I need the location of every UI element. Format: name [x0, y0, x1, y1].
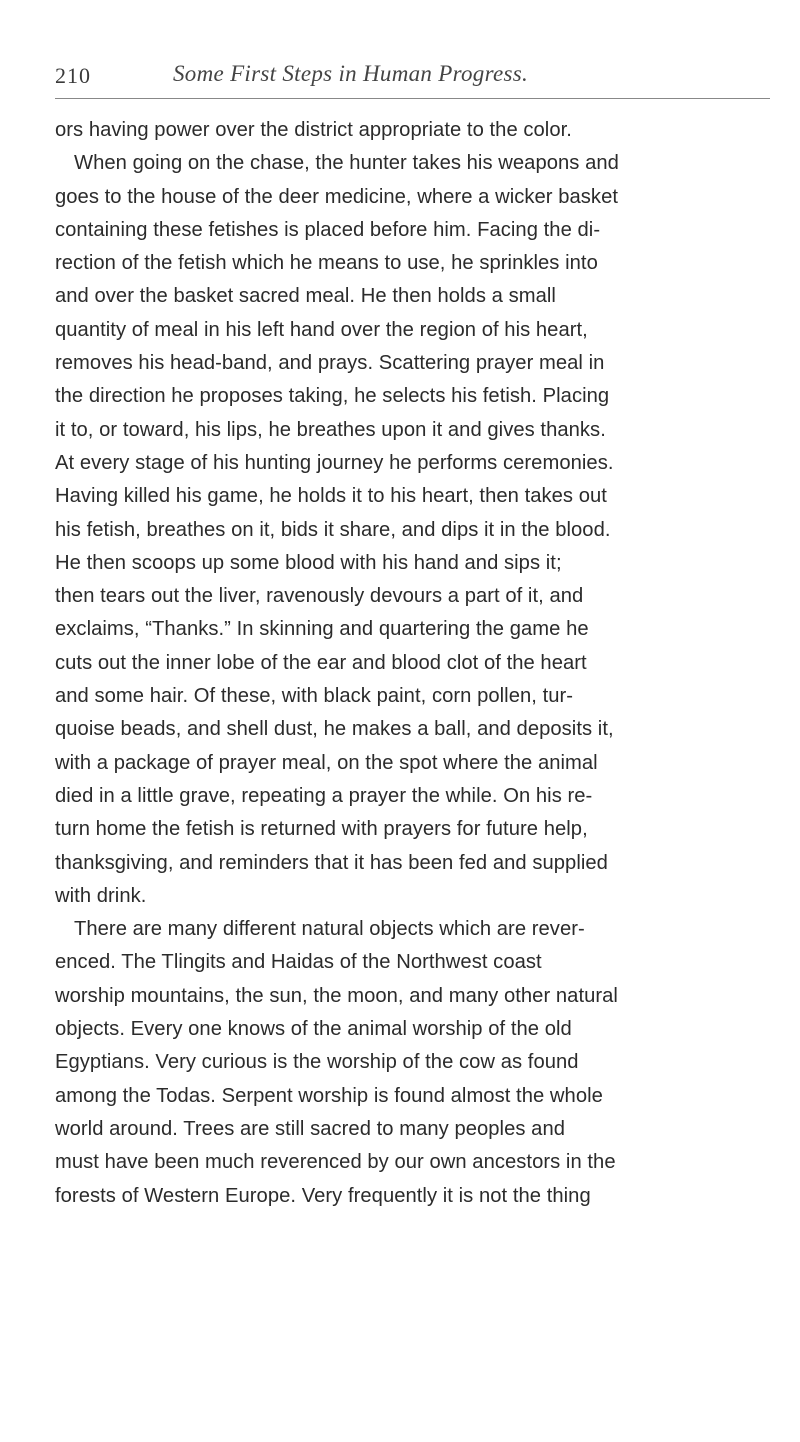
- text-line: ors having power over the district appropriate to the color.: [55, 119, 572, 141]
- text-line: objects. Every one knows of the animal worship of the old: [55, 1018, 572, 1041]
- text-line: thanksgiving, and reminders that it has been fed and supplied: [55, 851, 608, 874]
- text-line: removes his head-band, and prays. Scattering prayer meal in: [55, 352, 605, 375]
- text-line: containing these fetishes is placed before him. Facing the di-: [55, 218, 601, 241]
- text-line: cuts out the inner lobe of the ear and blood clot of the heart: [55, 651, 587, 674]
- text-line: it to, or toward, his lips, he breathes upon it and gives thanks.: [55, 418, 606, 441]
- text-line: and over the basket sacred meal. He then holds a small: [55, 285, 556, 308]
- text-line: then tears out the liver, ravenously devours a part of it, and: [55, 585, 584, 608]
- text-line: with drink.: [55, 884, 147, 907]
- text-line: goes to the house of the deer medicine, where a wicker basket: [55, 185, 619, 208]
- text-line: worship mountains, the sun, the moon, and many other natural: [55, 984, 618, 1007]
- text-line: enced. The Tlingits and Haidas of the Northwest coast: [55, 951, 542, 974]
- text-line: the direction he proposes taking, he selects his fetish. Placing: [55, 385, 610, 408]
- text-line: turn home the fetish is returned with prayers for future help,: [55, 818, 588, 841]
- text-line: He then scoops up some blood with his hand and sips it;: [55, 551, 562, 574]
- text-line: quantity of meal in his left hand over the region of his heart,: [55, 318, 588, 341]
- text-line: At every stage of his hunting journey he performs ceremonies.: [55, 451, 614, 474]
- header-rule: [55, 98, 770, 99]
- text-line: There are many different natural objects which are rever-: [74, 918, 585, 941]
- text-line: exclaims, “Thanks.” In skinning and quartering the game he: [55, 618, 589, 641]
- text-line: died in a little grave, repeating a prayer the while. On his re-: [55, 784, 593, 807]
- text-line: with a package of prayer meal, on the spot where the animal: [55, 751, 598, 774]
- text-line: Egyptians. Very curious is the worship of the cow as found: [55, 1051, 579, 1074]
- text-line: his fetish, breathes on it, bids it share, and dips it in the blood.: [55, 518, 611, 541]
- running-head: [55, 55, 775, 95]
- text-line: When going on the chase, the hunter takes his weapons and: [74, 152, 619, 175]
- text-line: among the Todas. Serpent worship is found almost the whole: [55, 1084, 603, 1107]
- text-line: Having killed his game, he holds it to his heart, then takes out: [55, 485, 607, 508]
- text-line: forests of Western Europe. Very frequently it is not the thing: [55, 1184, 591, 1207]
- body-text: [55, 114, 777, 1213]
- text-line: rection of the fetish which he means to use, he sprinkles into: [55, 252, 598, 275]
- running-title: Some First Steps in Human Progress.: [173, 61, 529, 86]
- page-number: 210: [55, 63, 91, 88]
- text-line: quoise beads, and shell dust, he makes a ball, and deposits it,: [55, 718, 614, 741]
- text-line: and some hair. Of these, with black paint, corn pollen, tur-: [55, 685, 574, 708]
- text-line: must have been much reverenced by our own ancestors in the: [55, 1151, 616, 1174]
- text-line: world around. Trees are still sacred to many peoples and: [55, 1117, 565, 1140]
